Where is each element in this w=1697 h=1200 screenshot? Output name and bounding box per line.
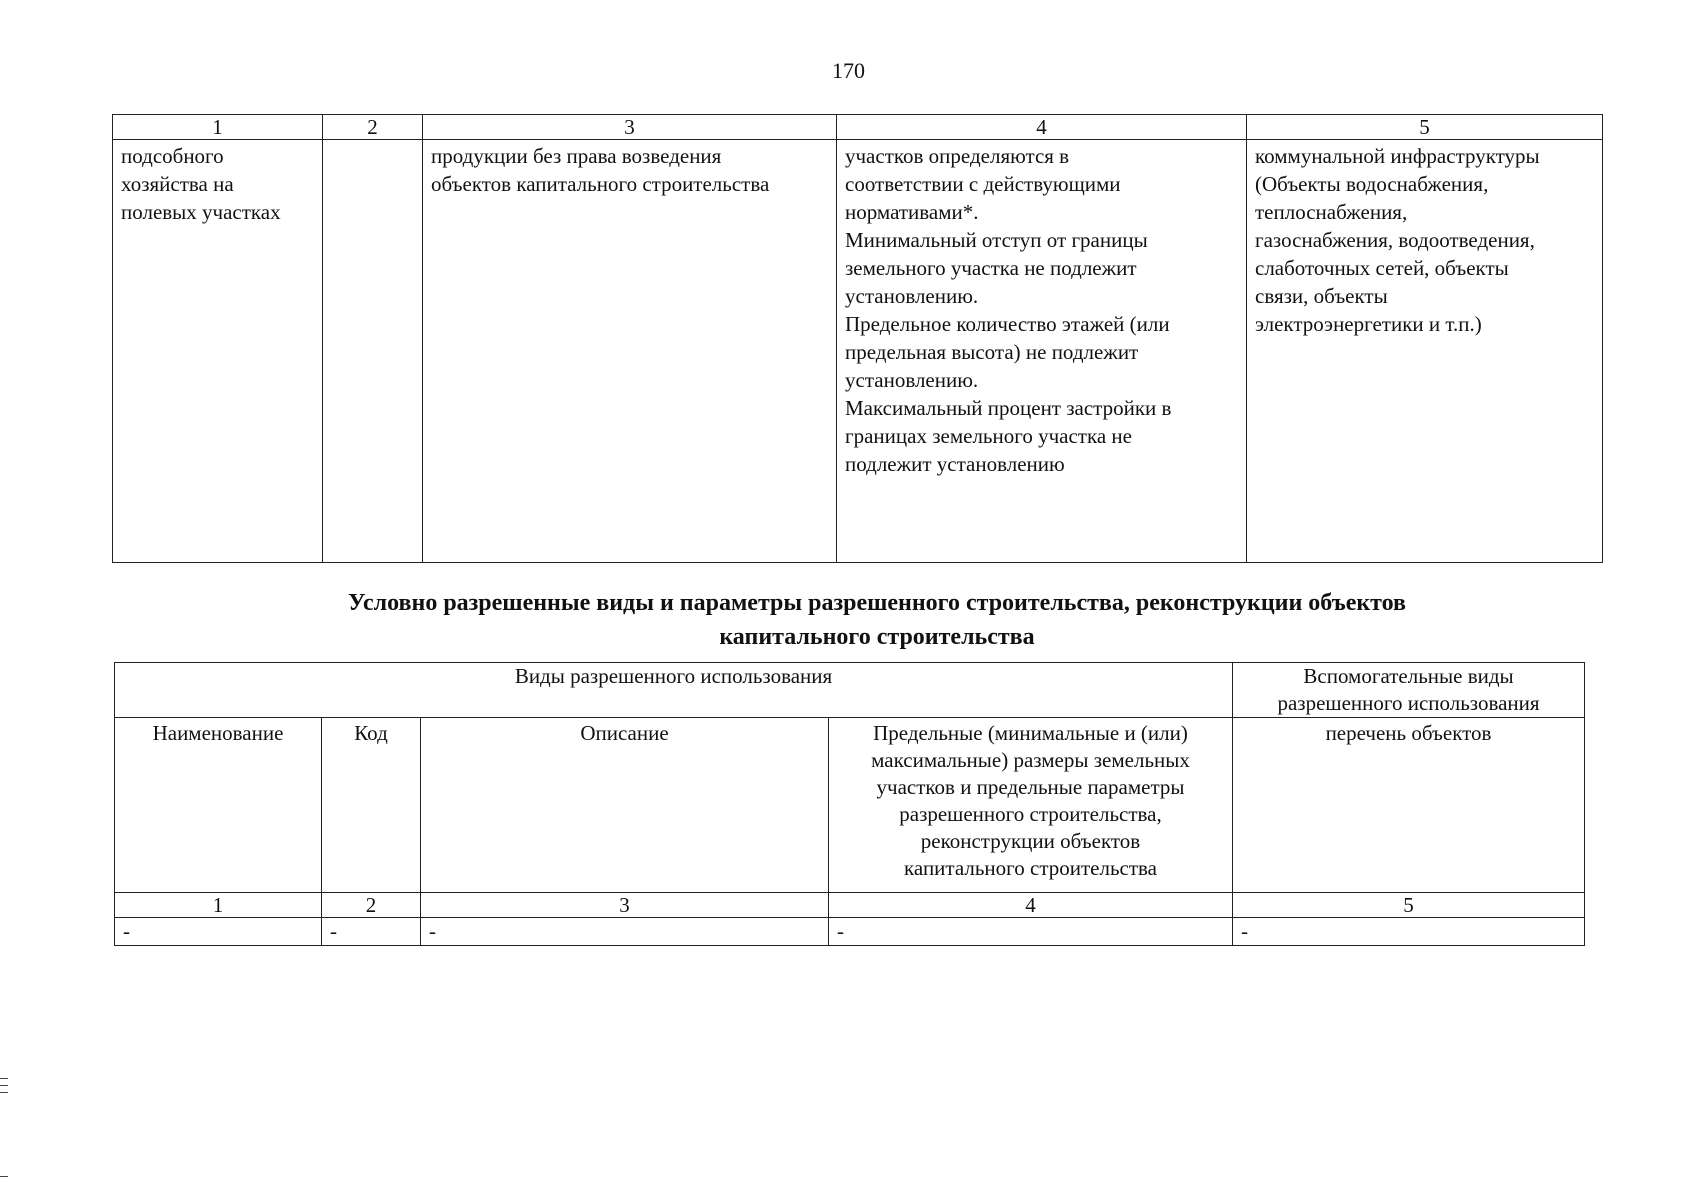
header-code: Код bbox=[322, 718, 421, 893]
section-heading: Условно разрешенные виды и параметры разрешенного строительства, реконструкции объектов капитального строительства bbox=[347, 590, 1407, 650]
table-cell: - bbox=[115, 918, 322, 946]
header-name: Наименование bbox=[115, 718, 322, 893]
table-cell: - bbox=[421, 918, 829, 946]
column-number: 4 bbox=[837, 115, 1247, 140]
column-number: 1 bbox=[115, 893, 322, 918]
header-parameters: Предельные (минимальные и (или) максимальные) размеры земельных участков и предельные параметры разрешенного строительства, реконструкции объектов капитального строительства bbox=[829, 718, 1233, 893]
permitted-uses-table-continued bbox=[112, 114, 1603, 563]
column-number: 5 bbox=[1247, 115, 1603, 140]
column-number: 4 bbox=[829, 893, 1233, 918]
header-description: Описание bbox=[421, 718, 829, 893]
column-number-row bbox=[113, 115, 1603, 140]
use-name-cell: подсобного хозяйства на полевых участках bbox=[113, 140, 323, 563]
use-description-cell: продукции без права возведения объектов капитального строительства bbox=[423, 140, 837, 563]
table-row bbox=[115, 918, 1585, 946]
group-header-row bbox=[115, 663, 1585, 718]
table-row bbox=[113, 140, 1603, 563]
column-number-row bbox=[115, 893, 1585, 918]
page-number: 170 bbox=[832, 58, 865, 83]
scan-artifact-mark bbox=[0, 1085, 8, 1086]
table-cell: - bbox=[1233, 918, 1585, 946]
use-code-cell bbox=[323, 140, 423, 563]
scan-artifact-mark bbox=[0, 1176, 8, 1177]
column-number: 2 bbox=[323, 115, 423, 140]
column-number: 3 bbox=[423, 115, 837, 140]
column-header-row bbox=[115, 718, 1585, 893]
auxiliary-uses-group-header: Вспомогательные виды разрешенного использования bbox=[1233, 663, 1585, 718]
column-number: 1 bbox=[113, 115, 323, 140]
use-parameters-cell: участков определяются в соответствии с действующими нормативами*. Минимальный отступ от границы земельного участка не подлежит установлению. Предельное количество этажей (или предельная высота) не подлежит установлению. Максимальный процент застройки в границах земельного участка не подлежит установлению bbox=[837, 140, 1247, 563]
scan-artifact-mark bbox=[0, 1078, 8, 1079]
conditionally-permitted-uses-table bbox=[114, 662, 1585, 946]
table-cell: - bbox=[322, 918, 421, 946]
column-number: 3 bbox=[421, 893, 829, 918]
permitted-uses-group-header: Виды разрешенного использования bbox=[115, 663, 1233, 718]
auxiliary-uses-cell: коммунальной инфраструктуры (Объекты водоснабжения, теплоснабжения, газоснабжения, водоотведения, слаботочных сетей, объекты связи, объекты электроэнергетики и т.п.) bbox=[1247, 140, 1603, 563]
scan-artifact-mark bbox=[0, 1092, 8, 1093]
table-cell: - bbox=[829, 918, 1233, 946]
header-auxiliary: перечень объектов bbox=[1233, 718, 1585, 893]
column-number: 5 bbox=[1233, 893, 1585, 918]
column-number: 2 bbox=[322, 893, 421, 918]
